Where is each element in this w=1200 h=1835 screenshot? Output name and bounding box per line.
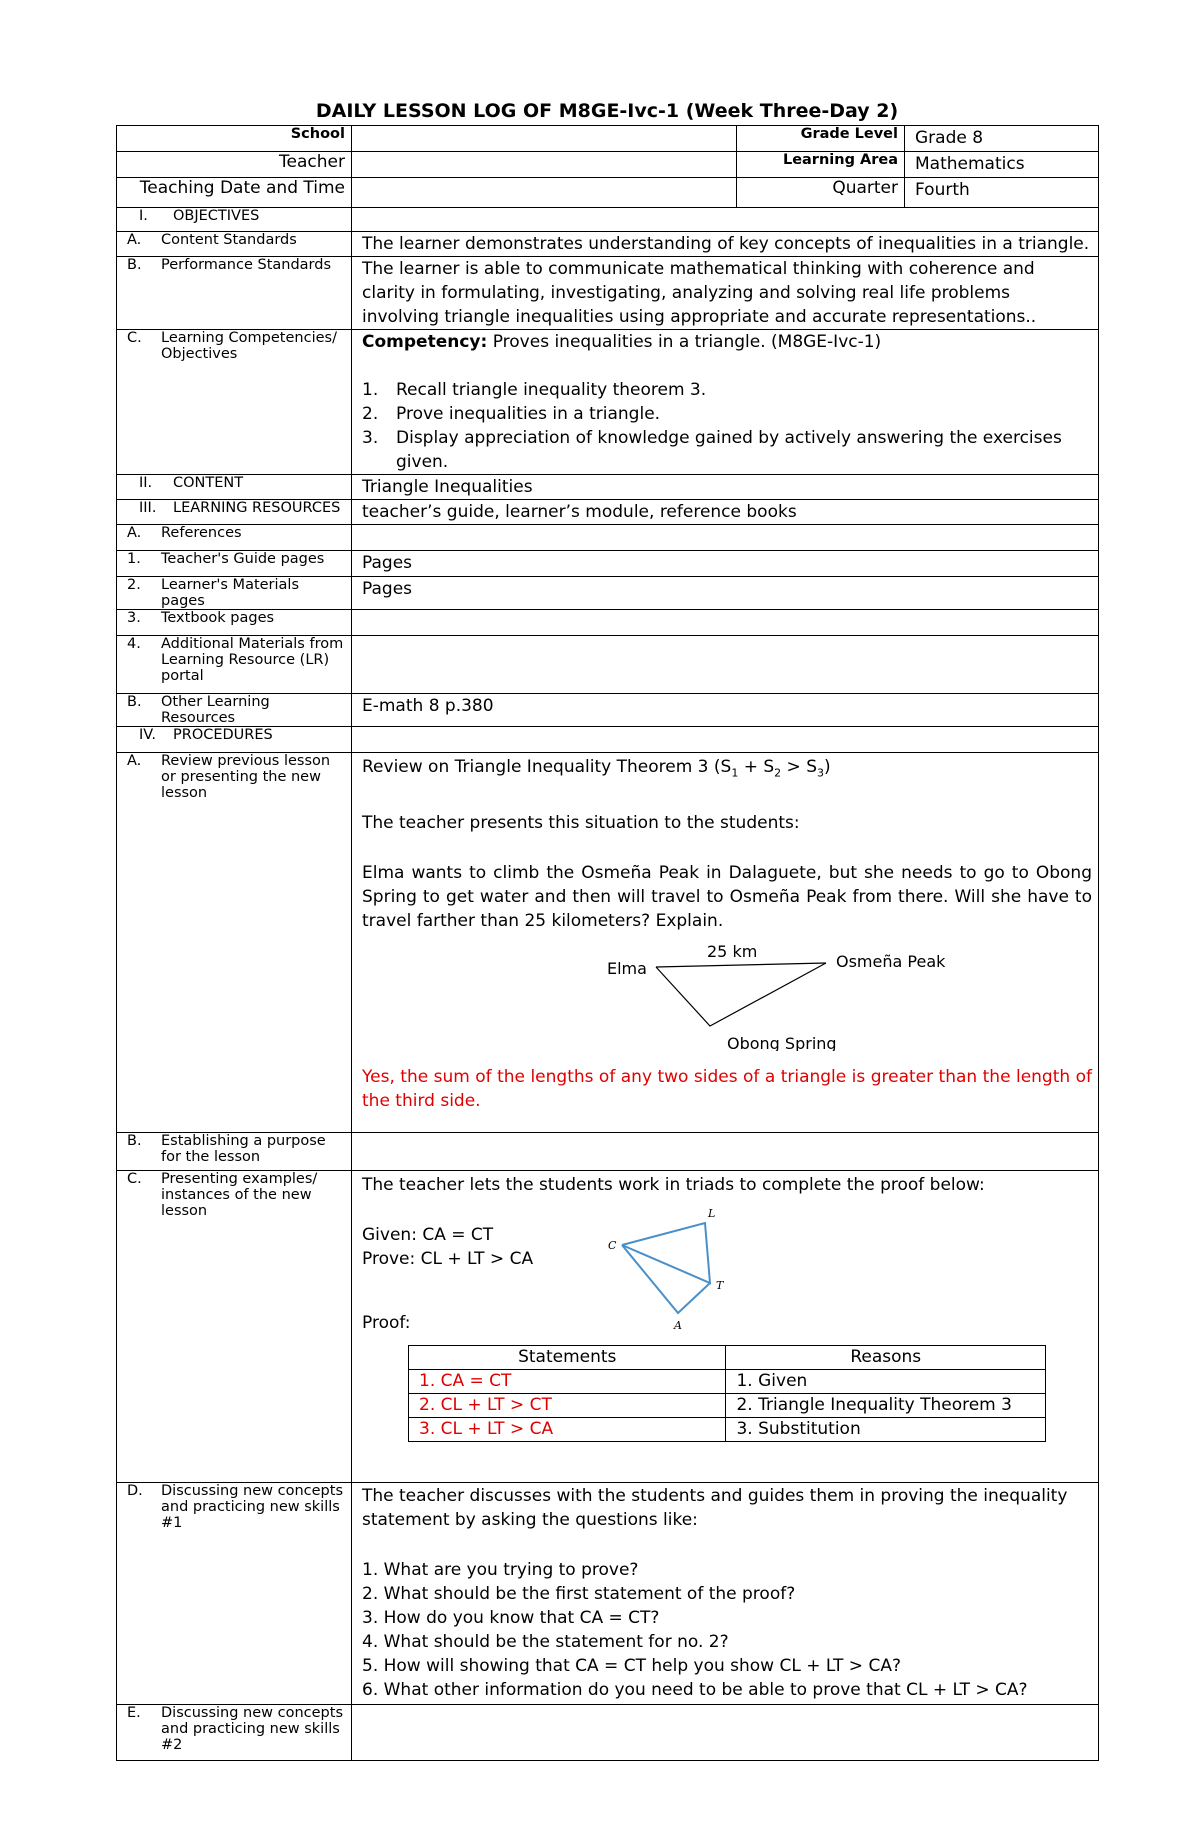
teacher-label: Teacher — [117, 152, 352, 178]
row-key: IV. — [139, 727, 156, 743]
content-row — [117, 475, 1099, 500]
question-item: 3. How do you know that CA = CT? — [362, 1608, 660, 1628]
review-row — [117, 753, 1099, 1133]
reason-cell: 1. Given — [726, 1370, 1046, 1394]
list-item — [362, 426, 1092, 474]
examples-value — [352, 1171, 1099, 1483]
school-value — [352, 126, 737, 152]
review-label: Review previous lesson or presenting the new lesson — [161, 753, 331, 801]
reason-cell: 2. Triangle Inequality Theorem 3 — [726, 1394, 1046, 1418]
content-label: CONTENT — [173, 475, 244, 491]
statement-cell: 3. CL + LT > CA — [409, 1418, 726, 1442]
vertex-t: T — [716, 1279, 724, 1292]
row-key: 2. — [127, 577, 141, 593]
situation-text: The teacher presents this situation to the students: — [362, 813, 800, 834]
objectives-label: OBJECTIVES — [173, 208, 260, 224]
proof-label: Proof: — [362, 1313, 411, 1333]
table-row — [409, 1394, 1046, 1418]
statements-header: Statements — [409, 1346, 726, 1370]
discussion1-row — [117, 1483, 1099, 1705]
row-key: B. — [127, 257, 142, 273]
other-resources-value: E-math 8 p.380 — [352, 694, 1099, 727]
date-row — [117, 178, 1099, 208]
proof-header-row — [409, 1346, 1046, 1370]
item-num: 2. — [362, 404, 379, 424]
content-standards-label: Content Standards — [161, 232, 297, 248]
item-num: 1. — [362, 380, 379, 400]
review-value — [352, 753, 1099, 1133]
learning-resources-value: teacher’s guide, learner’s module, reference books — [352, 500, 1099, 525]
problem-text: Elma wants to climb the Osmeña Peak in Dalaguete, but she needs to go to Obong Spring to get water and then will travel to Osmeña Peak from there. Will she have to travel farther than 25 kilometers? Explain. — [362, 863, 1092, 932]
row-key: A. — [127, 232, 142, 248]
question-item: 1. What are you trying to prove? — [362, 1560, 639, 1580]
purpose-row — [117, 1133, 1099, 1171]
discussion1-value — [352, 1483, 1099, 1705]
procedures-label: PROCEDURES — [173, 727, 273, 743]
obong-label: Obong Spring — [727, 1034, 837, 1052]
quarter-label: Quarter — [737, 178, 905, 208]
learners-materials-value: Pages — [352, 577, 1099, 610]
references-label: References — [161, 525, 242, 541]
vertex-a: A — [674, 1319, 682, 1332]
performance-standards-value: The learner is able to communicate mathematical thinking with coherence and clarity in formulating, investigating, analyzing and solving real life problems involving triangle inequalities using appropriate and accurate representations.. — [352, 257, 1099, 330]
item-num: 3. — [362, 428, 379, 448]
row-key: D. — [127, 1483, 143, 1499]
list-item — [362, 378, 1092, 402]
teacher-value — [352, 152, 737, 178]
page-title: DAILY LESSON LOG OF M8GE-Ivc-1 (Week Three-Day 2) — [315, 100, 899, 122]
question-item: 6. What other information do you need to be able to prove that CL + LT > CA? — [362, 1680, 1028, 1700]
vertex-c: C — [608, 1239, 617, 1252]
school-label: School — [117, 126, 352, 152]
content-standards-value: The learner demonstrates understanding of key concepts of inequalities in a triangle. — [352, 232, 1099, 257]
competencies-label: Learning Competencies/ Objectives — [161, 330, 337, 362]
statement-cell: 1. CA = CT — [409, 1370, 726, 1394]
vertex-l: L — [708, 1207, 716, 1220]
learning-resources-label: LEARNING RESOURCES — [173, 500, 341, 516]
statement-cell: 2. CL + LT > CT — [409, 1394, 726, 1418]
textbook-row — [117, 610, 1099, 636]
question-item: 2. What should be the first statement of the proof? — [362, 1584, 796, 1604]
purpose-label: Establishing a purpose for the lesson — [161, 1133, 326, 1165]
learning-resources-row — [117, 500, 1099, 525]
review-answer: Yes, the sum of the lengths of any two sides of a triangle is greater than the length of the third side. — [362, 1067, 1092, 1112]
date-value — [352, 178, 737, 208]
distance-label: 25 km — [707, 942, 758, 962]
learners-materials-row — [117, 577, 1099, 610]
prove-text: Prove: CL + LT > CA — [362, 1249, 534, 1269]
date-label: Teaching Date and Time — [117, 178, 352, 208]
teacher-row — [117, 152, 1099, 178]
additional-materials-value — [352, 636, 1099, 694]
quarter-value: Fourth — [905, 178, 1099, 208]
performance-standards-row — [117, 257, 1099, 330]
given-text: Given: CA = CT — [362, 1225, 494, 1245]
row-key: C. — [127, 330, 142, 346]
procedures-header-row — [117, 727, 1099, 753]
objectives-num: I. — [139, 208, 148, 224]
item-text: Prove inequalities in a triangle. — [396, 404, 661, 424]
examples-label: Presenting examples/ instances of the new lesson — [161, 1171, 318, 1219]
question-item: 5. How will showing that CA = CT help you show CL + LT > CA? — [362, 1656, 901, 1676]
row-key: 3. — [127, 610, 141, 626]
textbook-value — [352, 610, 1099, 636]
area-value: Mathematics — [905, 152, 1099, 178]
discussion-intro: The teacher discusses with the students and guides them in proving the inequality statement by asking the questions like: — [362, 1486, 1068, 1530]
table-row — [409, 1370, 1046, 1394]
competency-text: Proves inequalities in a triangle. (M8GE-Ivc-1) — [487, 332, 882, 352]
discussion2-row — [117, 1705, 1099, 1761]
teachers-guide-row — [117, 551, 1099, 577]
additional-materials-label: Additional Materials from Learning Resource (LR) portal — [161, 636, 344, 684]
row-key: B. — [127, 694, 142, 710]
review-theorem: Review on Triangle Inequality Theorem 3 $(S_1 + S_2 > S_3)$ — [362, 757, 831, 780]
row-key: C. — [127, 1171, 142, 1187]
objectives-list — [362, 378, 1092, 474]
textbook-label: Textbook pages — [161, 610, 275, 626]
content-value: Triangle Inequalities — [352, 475, 1099, 500]
row-key: III. — [139, 500, 157, 516]
row-key: 1. — [127, 551, 141, 567]
learners-materials-label: Learner's Materials pages — [161, 577, 300, 609]
osmena-label: Osmeña Peak — [836, 952, 946, 972]
grade-label: Grade Level — [737, 126, 905, 152]
area-label: Learning Area — [737, 152, 905, 178]
reason-cell: 3. Substitution — [726, 1418, 1046, 1442]
row-key: A. — [127, 753, 142, 769]
discussion1-label: Discussing new concepts and practicing new skills #1 — [161, 1483, 344, 1531]
references-row — [117, 525, 1099, 551]
additional-materials-row — [117, 636, 1099, 694]
row-key: E. — [127, 1705, 141, 1721]
row-key: A. — [127, 525, 142, 541]
competencies-value — [352, 330, 1099, 475]
teachers-guide-value: Pages — [352, 551, 1099, 577]
proof-table — [408, 1345, 1046, 1442]
row-key: 4. — [127, 636, 141, 652]
lesson-log-table — [116, 125, 1099, 1761]
grade-value: Grade 8 — [905, 126, 1099, 152]
triangle-clta-figure — [590, 1201, 750, 1341]
discussion2-label: Discussing new concepts and practicing new skills #2 — [161, 1705, 344, 1753]
list-item — [362, 402, 1092, 426]
examples-intro: The teacher lets the students work in triads to complete the proof below: — [362, 1175, 985, 1195]
examples-row — [117, 1171, 1099, 1483]
performance-standards-label: Performance Standards — [161, 257, 332, 273]
teachers-guide-label: Teacher's Guide pages — [161, 551, 325, 567]
row-key: B. — [127, 1133, 142, 1149]
reasons-header: Reasons — [726, 1346, 1046, 1370]
other-resources-row — [117, 694, 1099, 727]
item-text: Display appreciation of knowledge gained by actively answering the exercises given. — [396, 428, 1062, 472]
school-row — [117, 126, 1099, 152]
other-resources-label: Other Learning Resources — [161, 694, 270, 726]
content-standards-row — [117, 232, 1099, 257]
row-key: II. — [139, 475, 153, 491]
competency-label: Competency: — [362, 332, 488, 352]
objectives-header-row — [117, 208, 1099, 232]
competencies-row — [117, 330, 1099, 475]
table-row — [409, 1418, 1046, 1442]
item-text: Recall triangle inequality theorem 3. — [396, 380, 707, 400]
question-item: 4. What should be the statement for no. 2? — [362, 1632, 729, 1652]
triangle-figure — [362, 933, 1022, 1051]
elma-label: Elma — [607, 959, 647, 979]
